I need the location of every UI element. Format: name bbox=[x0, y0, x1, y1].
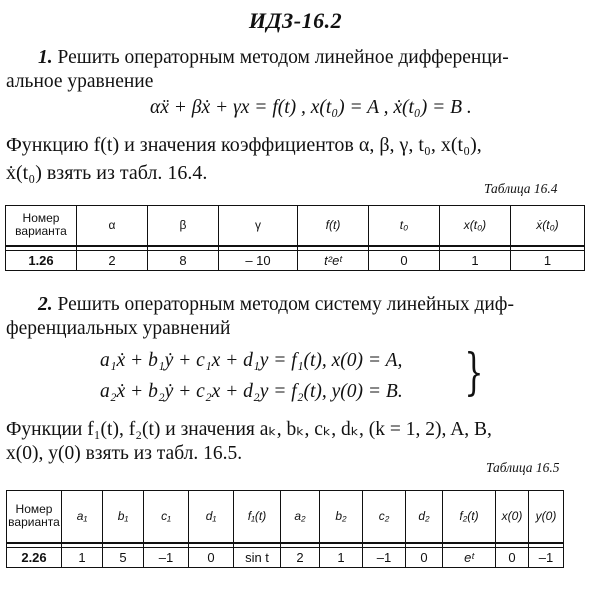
cell-y0: –1 bbox=[529, 547, 564, 567]
header-variant: Номер варианта bbox=[6, 206, 77, 246]
header-a1: a₁ bbox=[62, 491, 103, 543]
header-gamma: γ bbox=[219, 206, 298, 246]
header-x0: x(0) bbox=[496, 491, 529, 543]
table-row bbox=[7, 547, 564, 567]
table-16-5 bbox=[6, 490, 564, 568]
header-f2: f₂(t) bbox=[443, 491, 496, 543]
header-c2: c₂ bbox=[363, 491, 406, 543]
task2-equation-1: a₁ẋ + b₁ẏ + c₁x + d₁y = f₁(t), x(0) = A, bbox=[100, 350, 403, 371]
header-variant: Номер варианта bbox=[7, 491, 62, 543]
header-b2: b₂ bbox=[320, 491, 363, 543]
task2-equation-2: a₂ẋ + b₂ẏ + c₂x + d₂y = f₂(t), y(0) = B. bbox=[100, 381, 403, 402]
header-t0: t₀ bbox=[369, 206, 440, 246]
task1-number: 1. bbox=[38, 47, 53, 68]
cell-f2: eᵗ bbox=[443, 547, 496, 567]
header-y0: y(0) bbox=[529, 491, 564, 543]
cell-beta: 8 bbox=[148, 250, 219, 270]
cell-d1: 0 bbox=[189, 547, 234, 567]
cell-c1: –1 bbox=[144, 547, 189, 567]
table1-caption: Таблица 16.4 bbox=[484, 181, 558, 196]
header-f1: f₁(t) bbox=[234, 491, 281, 543]
header-xdot-t0: ẋ(t₀) bbox=[511, 206, 585, 246]
cell-f1: sin t bbox=[234, 547, 281, 567]
cell-variant: 1.26 bbox=[6, 250, 77, 270]
page-title: ИДЗ-16.2 bbox=[248, 8, 343, 33]
task2-instructions-2: x(0), y(0) взять из табл. 16.5. bbox=[6, 443, 243, 464]
cell-xdot-t0: 1 bbox=[511, 250, 585, 270]
task1-paragraph-line1 bbox=[38, 46, 509, 70]
header-a2: a₂ bbox=[281, 491, 320, 543]
cell-t0: 0 bbox=[369, 250, 440, 270]
task1-instructions-1: Функцию f(t) и значения коэффициентов α, β, γ, t₀, x(t₀), bbox=[6, 134, 482, 156]
table2-caption: Таблица 16.5 bbox=[486, 460, 560, 475]
header-b1: b₁ bbox=[103, 491, 144, 543]
header-f: f(t) bbox=[298, 206, 369, 246]
task1-instructions-2: ẋ(t₀) взять из табл. 16.4. bbox=[6, 162, 208, 184]
header-beta: β bbox=[148, 206, 219, 246]
task2-number: 2. bbox=[38, 294, 53, 315]
cell-gamma: – 10 bbox=[219, 250, 298, 270]
table-header-row bbox=[6, 206, 585, 246]
table-header-row bbox=[7, 491, 564, 543]
cell-x0: 0 bbox=[496, 547, 529, 567]
cell-x-t0: 1 bbox=[440, 250, 511, 270]
header-x-t0: x(t₀) bbox=[440, 206, 511, 246]
cell-b2: 1 bbox=[320, 547, 363, 567]
header-d2: d₂ bbox=[406, 491, 443, 543]
table-16-4 bbox=[5, 205, 585, 271]
header-alpha: α bbox=[77, 206, 148, 246]
cell-variant: 2.26 bbox=[7, 547, 62, 567]
header-c1: c₁ bbox=[144, 491, 189, 543]
task2-paragraph-line1 bbox=[38, 293, 514, 317]
task1-equation: αẍ + βẋ + γx = f(t) , x(t₀) = A , ẋ(t₀) = B . bbox=[150, 97, 472, 118]
system-brace: } bbox=[464, 343, 484, 401]
cell-alpha: 2 bbox=[77, 250, 148, 270]
cell-c2: –1 bbox=[363, 547, 406, 567]
task1-statement-2: альное уравнение bbox=[6, 71, 154, 92]
task2-instructions-1: Функции f₁(t), f₂(t) и значения aₖ, bₖ, cₖ, dₖ, (k = 1, 2), A, B, bbox=[6, 419, 492, 440]
cell-f: t²eᵗ bbox=[298, 250, 369, 270]
table-row bbox=[6, 250, 585, 270]
cell-a1: 1 bbox=[62, 547, 103, 567]
cell-d2: 0 bbox=[406, 547, 443, 567]
header-d1: d₁ bbox=[189, 491, 234, 543]
task2-statement-1: Решить операторным методом систему линейных диф- bbox=[52, 294, 514, 315]
task1-statement-1: Решить операторным методом линейное дифференци- bbox=[52, 47, 509, 68]
cell-a2: 2 bbox=[281, 547, 320, 567]
task2-statement-2: ференциальных уравнений bbox=[6, 318, 231, 339]
cell-b1: 5 bbox=[103, 547, 144, 567]
